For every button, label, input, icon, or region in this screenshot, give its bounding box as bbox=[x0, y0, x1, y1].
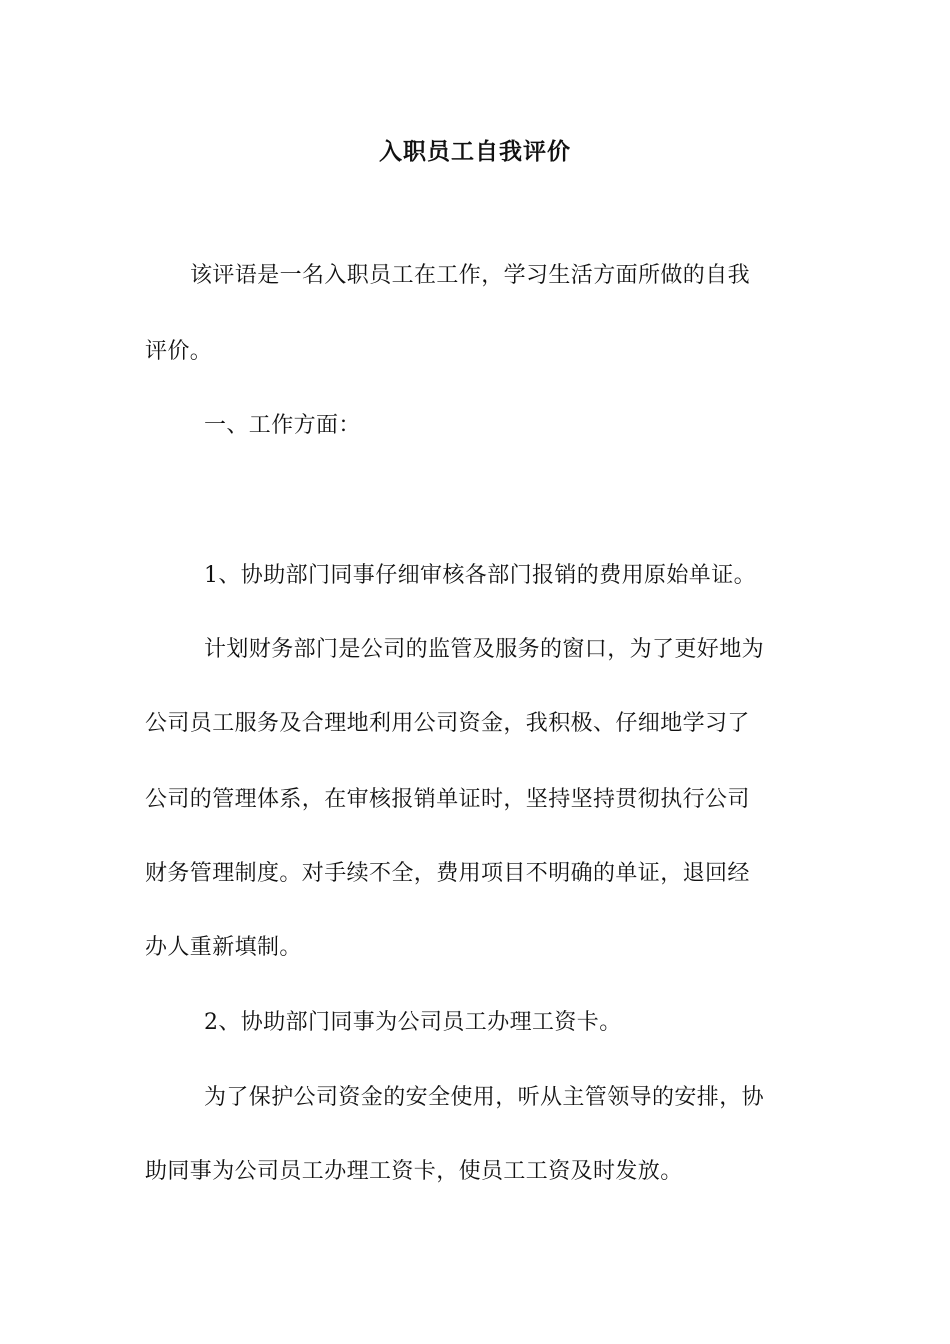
item-2-paragraph-line-2: 助同事为公司员工办理工资卡，使员工工资及时发放。 bbox=[145, 1159, 683, 1184]
item-1-heading: 1、协助部门同事仔细审核各部门报销的费用原始单证。 bbox=[204, 563, 756, 588]
section-heading-work: 一、工作方面： bbox=[204, 413, 361, 438]
document-title: 入职员工自我评价 bbox=[379, 138, 571, 165]
paragraph-intro-line-2: 评价。 bbox=[145, 339, 213, 364]
item-2-paragraph-line-1: 为了保护公司资金的安全使用，听从主管领导的安排，协 bbox=[204, 1085, 765, 1110]
item-2-heading: 2、协助部门同事为公司员工办理工资卡。 bbox=[204, 1010, 622, 1035]
paragraph-intro-line-1: 该评语是一名入职员工在工作，学习生活方面所做的自我 bbox=[190, 263, 751, 288]
item-1-paragraph-line-3: 公司的管理体系，在审核报销单证时，坚持坚持贯彻执行公司 bbox=[145, 787, 750, 812]
item-1-paragraph-line-5: 办人重新填制。 bbox=[145, 935, 302, 960]
item-1-paragraph-line-4: 财务管理制度。对手续不全，费用项目不明确的单证，退回经 bbox=[145, 861, 750, 886]
item-1-paragraph-line-2: 公司员工服务及合理地利用公司资金，我积极、仔细地学习了 bbox=[145, 711, 750, 736]
item-1-paragraph-line-1: 计划财务部门是公司的监管及服务的窗口，为了更好地为 bbox=[204, 637, 765, 662]
